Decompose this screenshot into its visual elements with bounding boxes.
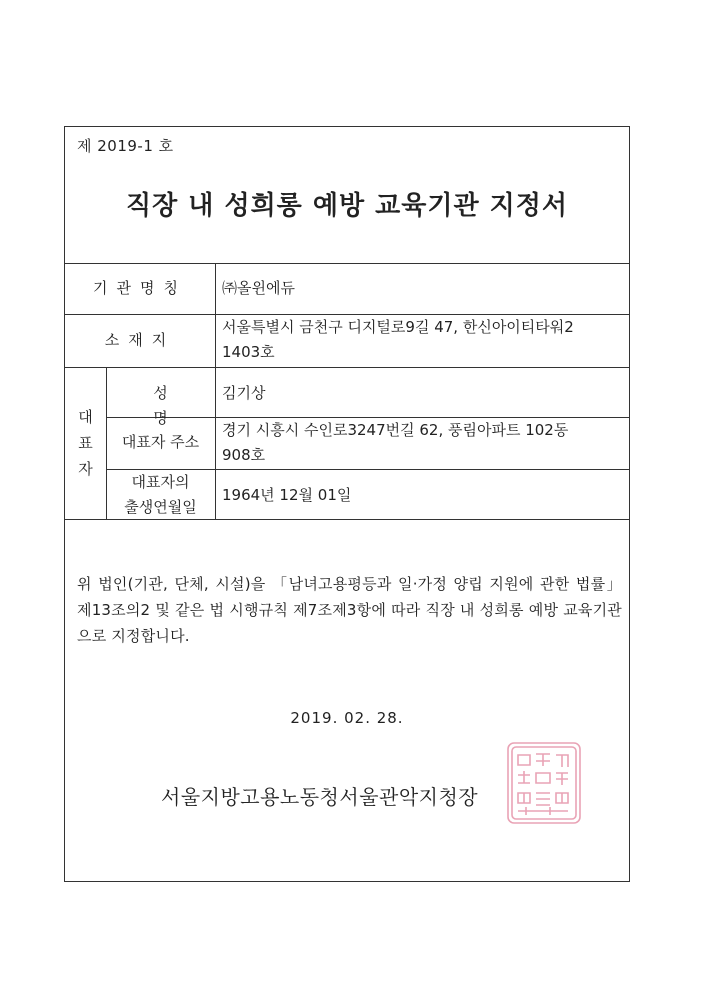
rep-address-value bbox=[222, 418, 568, 468]
rep-address-label: 대표자 주소 bbox=[121, 433, 200, 451]
rep-birth-label bbox=[106, 470, 215, 520]
location-value bbox=[222, 315, 574, 365]
institution-value: ㈜올윈에듀 bbox=[222, 279, 295, 297]
rep-address-line-2: 908호 bbox=[222, 446, 266, 464]
location-label: 소재지 bbox=[104, 331, 176, 349]
rep-label-char-3: 자 bbox=[78, 460, 93, 478]
location-line-1: 서울특별시 금천구 디지털로9길 47, 한신아이티타워2 bbox=[222, 318, 574, 336]
document-number: 제 2019-1 호 bbox=[77, 137, 174, 155]
rep-label-char-2: 표 bbox=[78, 434, 93, 452]
rep-address-line-1: 경기 시흥시 수인로3247번길 62, 풍림아파트 102동 bbox=[222, 421, 569, 439]
document-title: 직장 내 성희롱 예방 교육기관 지정서 bbox=[126, 191, 568, 221]
issue-date: 2019. 02. 28. bbox=[290, 709, 404, 727]
location-line-2: 1403호 bbox=[222, 343, 275, 361]
rep-birth-value: 1964년 12월 01일 bbox=[222, 486, 352, 504]
rep-birth-label-line-2: 출생연월일 bbox=[124, 498, 197, 516]
table-top-rule bbox=[65, 263, 629, 264]
rep-birth-label-line-1: 대표자의 bbox=[131, 473, 190, 491]
designation-statement: 위 법인(기관, 단체, 시설)을 「남녀고용평등과 일·가정 양립 지원에 관한 법률」 제13조의2 및 같은 법 시행규칙 제7조제3항에 따라 직장 내 성희롱 예방 교육기관으로 지정합니다. bbox=[77, 575, 622, 645]
column-rule-main bbox=[215, 263, 216, 519]
rep-name-value: 김기상 bbox=[222, 384, 266, 402]
official-seal-icon bbox=[506, 741, 582, 825]
designation-certificate bbox=[64, 126, 630, 882]
representative-group-label bbox=[65, 367, 106, 519]
issuer-name: 서울지방고용노동청서울관악지청장 bbox=[161, 785, 479, 809]
rep-name-label: 성명 bbox=[153, 384, 198, 427]
rep-label-char-1: 대 bbox=[78, 408, 93, 426]
institution-label: 기관명칭 bbox=[93, 279, 187, 297]
row-rule-2 bbox=[65, 367, 629, 368]
